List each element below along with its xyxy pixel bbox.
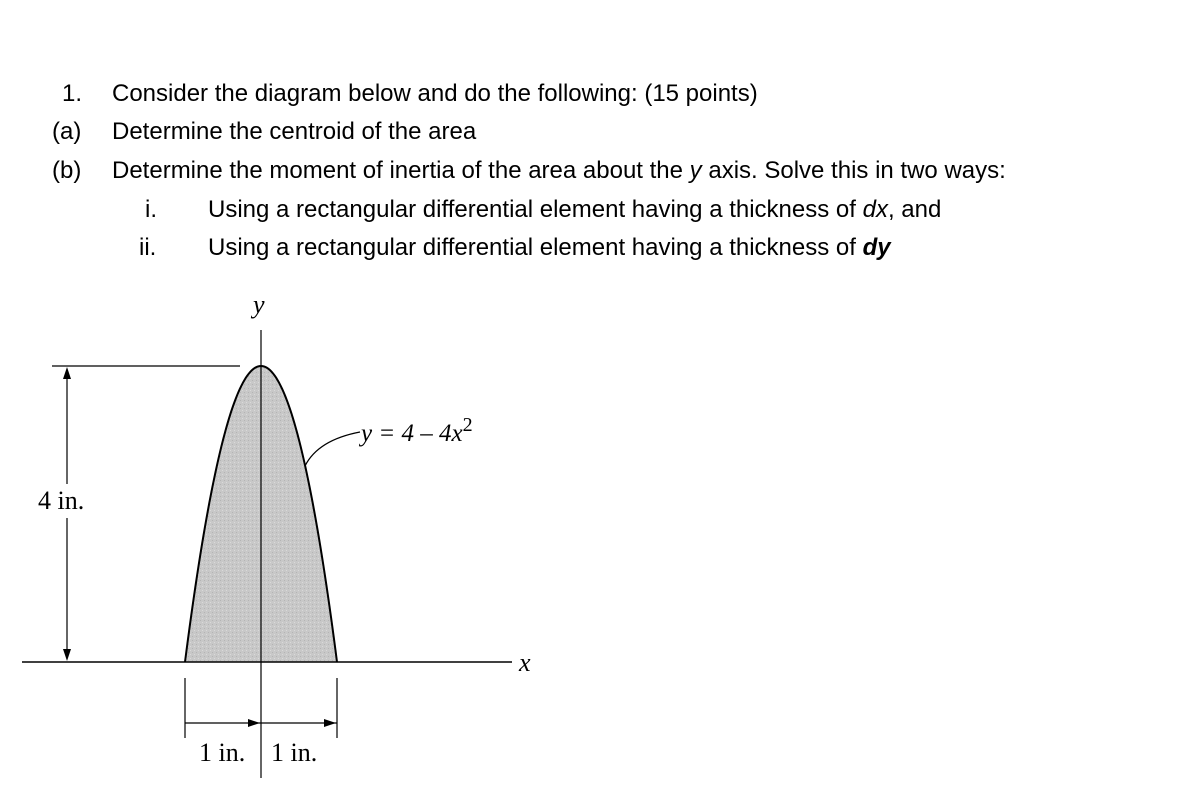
subpart-i-label: i. <box>145 196 157 223</box>
left-width-label: 1 in. <box>199 738 246 767</box>
subpart-ii-text-main: Using a rectangular differential element having a thickness of <box>208 234 863 261</box>
curve-equation-exponent: 2 <box>462 414 473 436</box>
curve-equation-text: y = 4 – 4x <box>361 420 463 447</box>
part-b-text-before: Determine the moment of inertia of the area about the <box>112 157 690 184</box>
left-width-arrow-icon <box>248 719 260 727</box>
height-dimension-label: 4 in. <box>38 486 85 515</box>
right-width-arrow-icon <box>324 719 336 727</box>
question-number: 1. <box>62 80 83 107</box>
subpart-i-suffix: , and <box>887 196 942 223</box>
question-text: Consider the diagram below and do the following: (15 points) <box>112 80 758 107</box>
part-a-label: (a) <box>52 118 82 145</box>
subpart-ii-label: ii. <box>139 234 157 261</box>
part-b-text-after: axis. Solve this in two ways: <box>701 157 1006 184</box>
right-width-label: 1 in. <box>271 738 318 767</box>
x-axis-label: x <box>519 648 531 677</box>
curve-leader-line <box>305 432 360 466</box>
subpart-ii-var: dy <box>862 234 891 261</box>
curve-equation-label <box>358 414 473 447</box>
part-a-text: Determine the centroid of the area <box>112 118 477 145</box>
height-arrow-down-icon <box>63 649 71 661</box>
part-b-label: (b) <box>52 157 82 184</box>
height-arrow-up-icon <box>63 367 71 379</box>
subpart-i-var: dx <box>862 196 888 223</box>
part-b-axis: y <box>689 157 702 184</box>
y-axis-label: y <box>253 290 265 319</box>
subpart-i-text-main: Using a rectangular differential element having a thickness of <box>208 196 863 223</box>
